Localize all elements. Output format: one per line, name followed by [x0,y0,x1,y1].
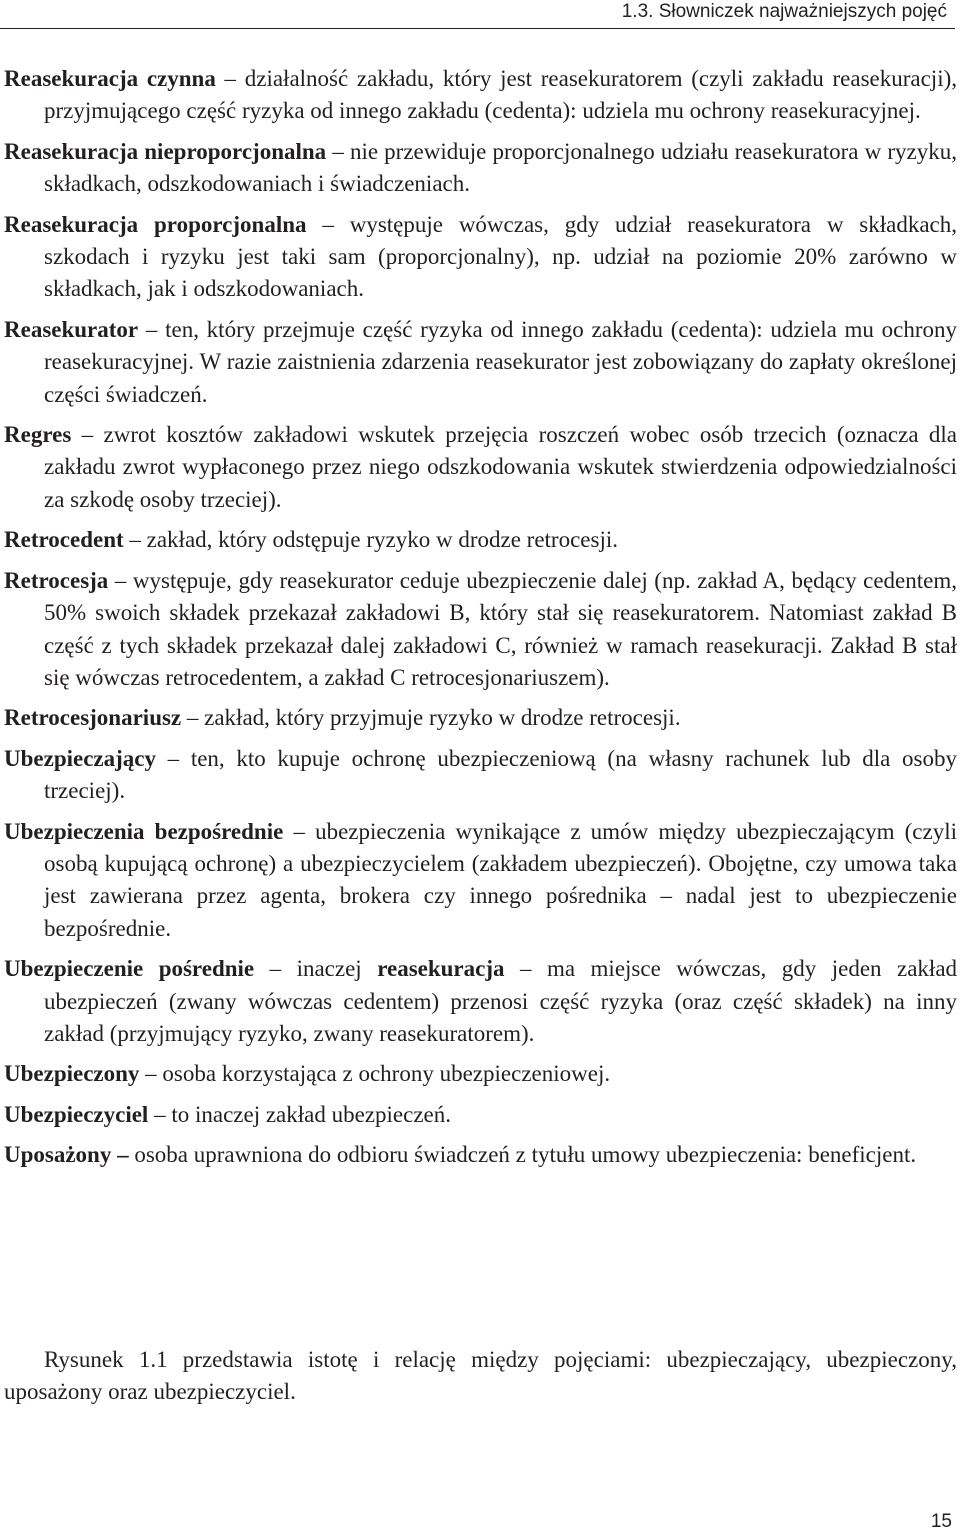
glossary-entry [4,314,957,411]
glossary-entry [4,209,957,306]
glossary-entry [4,524,957,556]
glossary-definition: – zwrot kosztów zakładowi wskutek przejęcia roszczeń wobec osób trzecich (oznacza dla zakładu zwrot wypłaconego przez niego odszkodowania wskutek stwierdzenia odpowiedzialności za szkodę osoby trzeciej). [44,422,958,512]
glossary-term: Uposażony – [4,1142,129,1168]
glossary-definition: – zakład, który odstępuje ryzyko w drodze retrocesji. [129,527,618,553]
glossary-entry [4,419,957,516]
glossary-entry [4,136,957,201]
glossary-term: Retrocesjonariusz [4,705,182,731]
glossary-entry [4,1058,957,1090]
glossary-inline-term: reasekuracja [377,956,505,982]
glossary-term: Reasekuracja czynna [4,66,216,91]
glossary-definition: – zakład, który przyjmuje ryzyko w drodze retrocesji. [186,705,681,731]
glossary [4,63,957,1180]
glossary-definition: – ubezpieczenia wynikające z umów między ubezpieczającym (czyli osobą kupującą ochronę) a ubezpieczycielem (zakładem ubezpieczeń). Obojętne, czy umowa taka jest zawierana przez agenta, brokera czy innego pośrednika – nadal jest to ubezpieczenie bezpośrednie. [44,818,957,941]
page-number: 15 [930,1511,952,1532]
glossary-term: Retrocedent [4,527,124,553]
glossary-entry [4,953,957,1050]
glossary-term: Reasekuracja proporcjonalna [4,211,307,237]
glossary-entry [4,743,957,808]
glossary-term: Reasekurator [4,316,139,342]
running-header [0,0,955,29]
glossary-term: Regres [4,422,72,448]
glossary-term: Ubezpieczony [4,1061,140,1087]
running-title: 1.3. Słowniczek najważniejszych pojęć [621,1,947,22]
glossary-term: Retrocesja [4,567,109,593]
glossary-definition: – ten, który przejmuje część ryzyka od innego zakładu (cedenta): udziela mu ochrony reasekuracyjnej. W razie zaistnienia zdarzenia reasekurator jest zobowiązany do zapłaty określonej części świadczeń. [44,316,957,407]
glossary-definition: osoba uprawniona do odbioru świadczeń z tytułu umowy ubezpieczenia: beneficjent. [134,1142,917,1168]
glossary-term: Ubezpieczenia bezpośrednie [4,818,284,844]
glossary-definition: – to inaczej zakład ubezpieczeń. [154,1101,451,1127]
glossary-definition-lead: – inaczej [269,956,362,982]
glossary-entry [4,816,957,946]
glossary-term: Ubezpieczenie pośrednie [4,956,255,982]
glossary-definition: – działalność zakładu, który jest reasekuratorem (czyli zakładu reasekuracji), przyjmującego część ryzyka od innego zakładu (cedenta): udziela mu ochrony reasekuracyjnej. [44,66,957,124]
glossary-entry [4,1099,957,1131]
glossary-term: Ubezpieczyciel [4,1101,149,1127]
glossary-entry [4,63,957,128]
glossary-definition: – ten, kto kupuje ochronę ubezpieczeniową (na własny rachunek lub dla osoby trzeciej). [44,745,958,804]
body-paragraph: Rysunek 1.1 przedstawia istotę i relację między pojęciami: ubezpieczający, ubezpieczony, uposażony oraz ubezpieczyciel. [4,1347,957,1405]
glossary-entry [4,565,957,695]
glossary-term: Reasekuracja nieproporcjonalna [4,138,327,164]
glossary-definition: – występuje wówczas, gdy udział reasekuratora w składkach, szkodach i ryzyku jest taki sam (proporcjonalny), np. udział na poziomie 20% zarówno w składkach, jak i odszkodowaniach. [44,211,957,302]
glossary-entry [4,702,957,734]
glossary-definition: – nie przewiduje proporcjonalnego udziału reasekuratora w ryzyku, składkach, odszkodowaniach i świadczeniach. [44,138,957,197]
glossary-definition: – występuje, gdy reasekurator ceduje ubezpieczenie dalej (np. zakład A, będący cedentem, 50% swoich składek przekazał zakładowi B, który stał się reasekuratorem. Natomiast zakład B część z tych składek przekazał dalej zakładowi C, również w ramach reasekuracji. Zakład B stał się wówczas retrocedentem, a zakład C retrocesjonariuszem). [44,567,957,690]
glossary-term: Ubezpieczający [4,745,156,771]
glossary-definition: – ma miejsce wówczas, gdy jeden zakład ubezpieczeń (zwany wówczas cedentem) przenosi część ryzyka (oraz część składek) na inny zakład (przyjmujący ryzyko, zwany reasekuratorem). [44,956,958,1046]
glossary-entry [4,1139,957,1171]
glossary-definition: – osoba korzystająca z ochrony ubezpieczeniowej. [145,1061,611,1087]
